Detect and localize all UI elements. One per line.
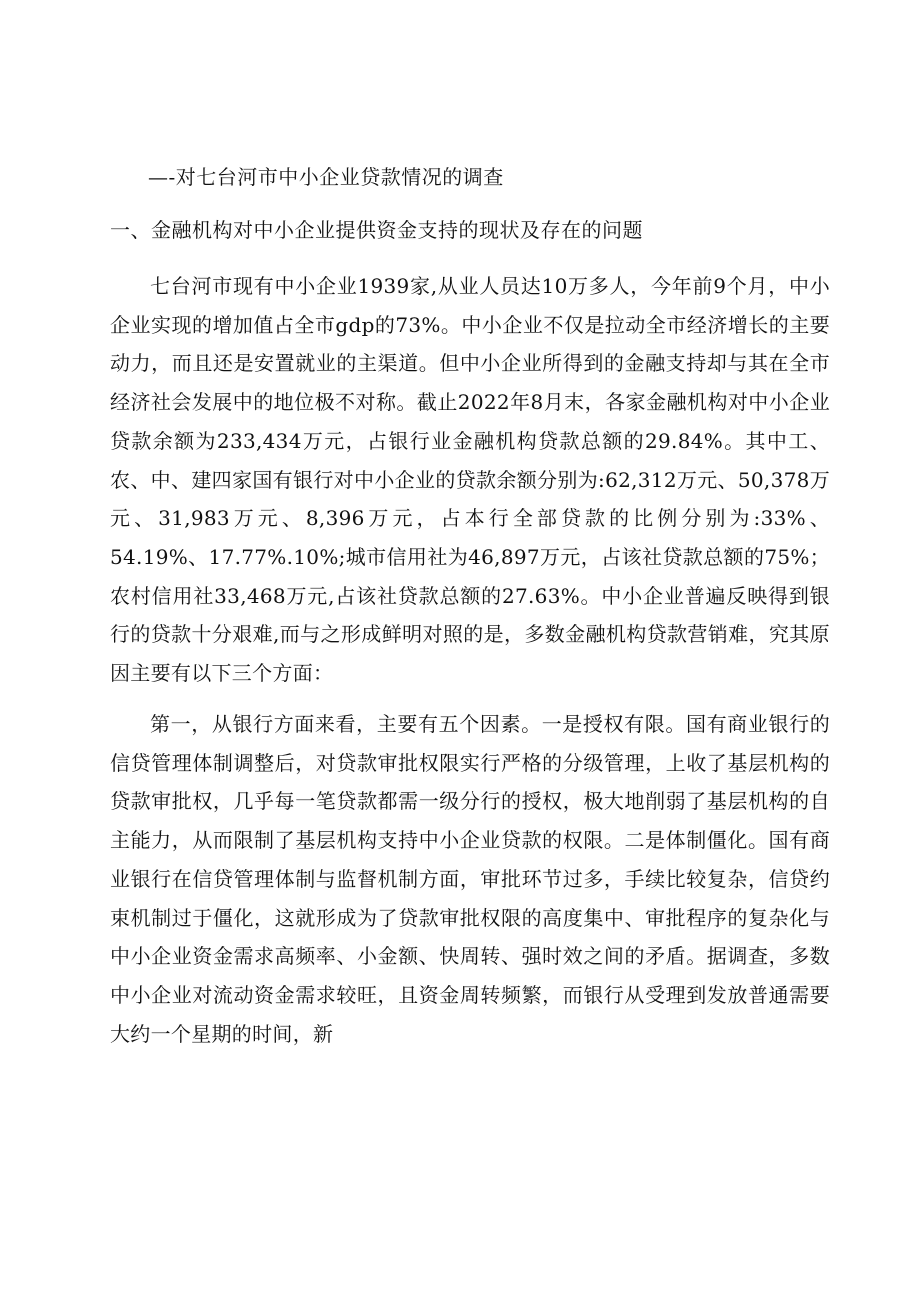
section-heading: 一、金融机构对中小企业提供资金支持的现状及存在的问题 xyxy=(110,218,643,242)
paragraph-current-status: 七台河市现有中小企业1939家,从业人员达10万多人，今年前9个月，中小企业实现的增加值占全市gdp的73%。中小企业不仅是拉动全市经济增长的主要动力，而且还是安置就业的主渠道。但中小企业所得到的金融支持却与其在全市经济社会发展中的地位极不对称。截止2022年8月末，各家金融机构对中小企业贷款余额为233,434万元，占银行业金融机构贷款总额的29.84%。其中工、农、中、建四家国有银行对中小企业的贷款余额分别为:62,312万元、50,378万元、31,983万元、8,396万元，占本行全部贷款的比例分别为:33%、54.19%、17.77%.10%;城市信用社为46,897万元，占该社贷款总额的75%；农村信用社33,468万元,占该社贷款总额的27.63%。中小企业普遍反映得到银行的贷款十分艰难,而与之形成鲜明对照的是，多数金融机构贷款营销难，究其原因主要有以下三个方面： xyxy=(110,274,830,686)
document-subtitle: —-对七台河市中小企业贷款情况的调查 xyxy=(148,165,504,189)
paragraph-bank-factors: 第一，从银行方面来看，主要有五个因素。一是授权有限。国有商业银行的信贷管理体制调整后，对贷款审批权限实行严格的分级管理，上收了基层机构的贷款审批权，几乎每一笔贷款都需一级分行的授权，极大地削弱了基层机构的自主能力，从而限制了基层机构支持中小企业贷款的权限。二是体制僵化。国有商业银行在信贷管理体制与监督机制方面，审批环节过多，手续比较复杂，信贷约束机制过于僵化，这就形成为了贷款审批权限的高度集中、审批程序的复杂化与中小企业资金需求高频率、小金额、快周转、强时效之间的矛盾。据调查，多数中小企业对流动资金需求较旺，且资金周转频繁，而银行从受理到发放普通需要大约一个星期的时间，新 xyxy=(110,712,830,1046)
